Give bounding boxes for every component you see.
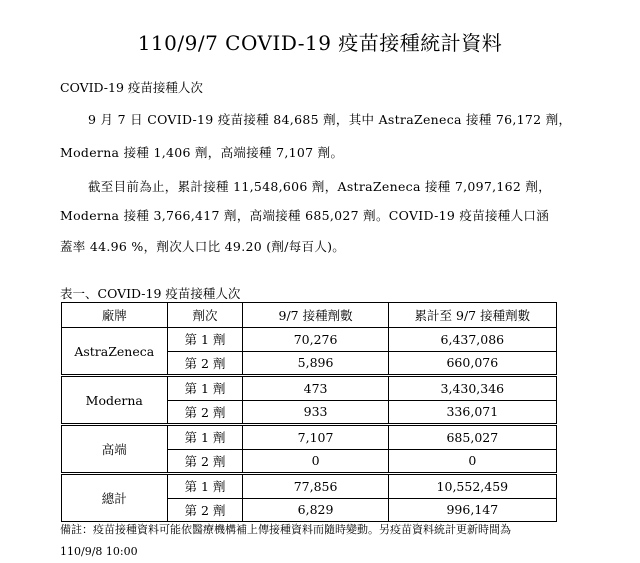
vaccination-table bbox=[61, 302, 557, 522]
cumulative-cell: 996,147 bbox=[388, 498, 556, 522]
dose-cell: 第 1 劑 bbox=[167, 425, 243, 450]
header-daily: 9/7 接種劑數 bbox=[243, 303, 388, 328]
dose-cell: 第 2 劑 bbox=[167, 498, 243, 522]
dose-cell: 第 2 劑 bbox=[167, 400, 243, 425]
header-cumulative: 累計至 9/7 接種劑數 bbox=[388, 303, 556, 328]
paragraph-2-line-1: 截至目前為止，累計接種 11,548,606 劑，AstraZeneca 接種 7,097,162 劑， bbox=[88, 179, 552, 194]
paragraph-1-line-1: 9 月 7 日 COVID-19 疫苗接種 84,685 劑，其中 AstraZeneca 接種 76,172 劑， bbox=[88, 112, 572, 127]
cumulative-cell: 10,552,459 bbox=[388, 474, 556, 499]
dose-cell: 第 1 劑 bbox=[167, 328, 243, 352]
header-row bbox=[62, 303, 557, 328]
daily-cell: 70,276 bbox=[243, 328, 388, 352]
dose-cell: 第 2 劑 bbox=[167, 449, 243, 474]
brand-cell: Moderna bbox=[62, 376, 168, 425]
table-header bbox=[62, 303, 557, 328]
brand-cell: 高端 bbox=[62, 425, 168, 474]
dose-cell: 第 1 劑 bbox=[167, 376, 243, 401]
cumulative-cell: 660,076 bbox=[388, 351, 556, 376]
cumulative-cell: 0 bbox=[388, 449, 556, 474]
daily-cell: 6,829 bbox=[243, 498, 388, 522]
daily-cell: 473 bbox=[243, 376, 388, 401]
paragraph-2-line-2: Moderna 接種 3,766,417 劑，高端接種 685,027 劑。COVID-19 疫苗接種人口涵 bbox=[60, 208, 549, 223]
brand-cell: AstraZeneca bbox=[62, 328, 168, 376]
daily-cell: 77,856 bbox=[243, 474, 388, 499]
document-title: 110/9/7 COVID-19 疫苗接種統計資料 bbox=[137, 31, 503, 55]
section-heading: COVID-19 疫苗接種人次 bbox=[60, 80, 203, 95]
cumulative-cell: 6,437,086 bbox=[388, 328, 556, 352]
dose-cell: 第 2 劑 bbox=[167, 351, 243, 376]
header-dose: 劑次 bbox=[167, 303, 243, 328]
table-row bbox=[62, 474, 557, 499]
daily-cell: 5,896 bbox=[243, 351, 388, 376]
footnote-line-2: 110/9/8 10:00 bbox=[60, 545, 138, 558]
footnote bbox=[60, 519, 511, 563]
cumulative-cell: 336,071 bbox=[388, 400, 556, 425]
table-row bbox=[62, 425, 557, 450]
table-row bbox=[62, 376, 557, 401]
dose-cell: 第 1 劑 bbox=[167, 474, 243, 499]
table-caption: 表一、COVID-19 疫苗接種人次 bbox=[60, 286, 241, 301]
cumulative-cell: 685,027 bbox=[388, 425, 556, 450]
paragraph-2-line-3: 蓋率 44.96 %，劑次人口比 49.20 (劑/每百人)。 bbox=[60, 239, 346, 254]
table-row bbox=[62, 328, 557, 352]
daily-cell: 7,107 bbox=[243, 425, 388, 450]
daily-cell: 933 bbox=[243, 400, 388, 425]
daily-cell: 0 bbox=[243, 449, 388, 474]
header-brand: 廠牌 bbox=[62, 303, 168, 328]
brand-cell: 總計 bbox=[62, 474, 168, 522]
paragraph-1-line-2: Moderna 接種 1,406 劑，高端接種 7,107 劑。 bbox=[60, 145, 344, 160]
footnote-line-1: 備註：疫苗接種資料可能依醫療機構補上傳接種資料而隨時變動。另疫苗資料統計更新時間為 bbox=[60, 523, 511, 536]
table-body bbox=[62, 328, 557, 522]
cumulative-cell: 3,430,346 bbox=[388, 376, 556, 401]
